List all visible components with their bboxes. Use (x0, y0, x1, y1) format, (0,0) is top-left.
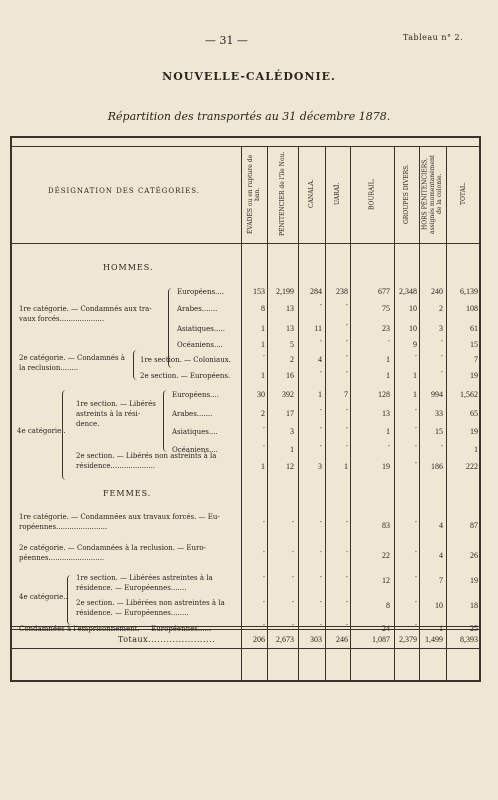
cat2-label: 2e catégorie. — Condamnés à la reclusion........ (19, 354, 125, 372)
table-cell: ″ (345, 304, 348, 311)
table-cell: 7 (474, 355, 478, 364)
table-cell: 677 (378, 287, 390, 296)
table-cell: 2 (261, 409, 265, 418)
table-cell: ″ (414, 576, 417, 583)
table-cell: ″ (345, 324, 348, 331)
column-header-groupes: GROUPES DIVERS. (402, 164, 410, 224)
total-cell: 206 (253, 635, 265, 644)
section-femmes: FEMMES. (103, 489, 152, 498)
table-cell: ″ (262, 576, 265, 583)
table-cell: 1 (261, 462, 265, 471)
table-cell: ″ (345, 445, 348, 452)
table-rule (12, 146, 479, 147)
table-cell: 11 (314, 324, 322, 333)
table-cell: 33 (435, 409, 443, 418)
row-label: 1re section. — Coloniaux. (140, 356, 231, 364)
row-label: 2e section. — Libérés non astreints à la résidence.................... (76, 452, 217, 470)
row-label: 1re catégorie. — Condamnées aux travaux forcés. — Eu-ropéennes....................... (19, 513, 220, 531)
row-label: Océaniens.... (172, 446, 218, 454)
table-cell: ″ (345, 601, 348, 608)
table-cell: ″ (414, 427, 417, 434)
cat4-label: 4e catégorie.. (17, 427, 66, 435)
table-cell: 24 (382, 624, 390, 633)
table-cell: ″ (319, 409, 322, 416)
table-cell: 30 (257, 390, 265, 399)
table-cell: 4 (439, 521, 443, 530)
table-cell: 15 (435, 427, 443, 436)
table-cell: ″ (387, 445, 390, 452)
table-cell: 186 (431, 462, 443, 471)
table-cell: 1 (413, 390, 417, 399)
table-cell: 1 (318, 390, 322, 399)
table-cell: 392 (282, 390, 294, 399)
table-cell: ″ (319, 576, 322, 583)
table-cell: ″ (345, 521, 348, 528)
table-cell: ″ (345, 576, 348, 583)
totals-label: Totaux...................... (118, 635, 216, 644)
table-cell: ″ (262, 624, 265, 631)
table-cell: ″ (345, 371, 348, 378)
table-rule (12, 243, 479, 244)
table-cell: 83 (382, 521, 390, 530)
table-cell: 1 (386, 355, 390, 364)
total-cell: 246 (336, 635, 348, 644)
table-cell: ″ (414, 355, 417, 362)
table-cell: 1,562 (460, 390, 478, 399)
cat4-s1-label: 1re section. — Libérés astreints à la rési-dence. (76, 400, 156, 428)
table-cell: ″ (345, 624, 348, 631)
table-cell: 8 (261, 304, 265, 313)
table-cell: 65 (470, 409, 478, 418)
section-hommes: HOMMES. (103, 263, 154, 272)
table-cell: 128 (378, 390, 390, 399)
table-cell: 3 (318, 462, 322, 471)
row-label: Océaniens.... (177, 341, 223, 349)
table-cell: 1 (261, 371, 265, 380)
category-column-header: DÉSIGNATION DES CATÉGORIES. (48, 187, 200, 195)
table-cell: ″ (319, 304, 322, 311)
page-title: NOUVELLE-CALÉDONIE. (162, 70, 336, 83)
table-cell: ″ (262, 427, 265, 434)
table-cell: 5 (290, 340, 294, 349)
table-cell: 8 (386, 601, 390, 610)
table-cell: 994 (431, 390, 443, 399)
table-cell: 2 (290, 355, 294, 364)
table-cell: 13 (382, 409, 390, 418)
table-cell: 9 (413, 340, 417, 349)
table-cell: ″ (345, 551, 348, 558)
table-cell: 10 (409, 324, 417, 333)
table-cell: 1 (474, 445, 478, 454)
row-label: 1re section. — Libérées astreintes à la résidence. — Européennes....... (76, 574, 213, 592)
table-cell: ″ (291, 624, 294, 631)
table-cell: 25 (470, 624, 478, 633)
row-label: Condamnées à l'emprisonnement. — Européennes...... (19, 625, 212, 633)
table-cell: 61 (470, 324, 478, 333)
table-cell: ″ (262, 445, 265, 452)
table-cell: 17 (286, 409, 294, 418)
table-cell: ″ (319, 340, 322, 347)
table-cell: ″ (291, 601, 294, 608)
table-cell: 26 (470, 551, 478, 560)
table-cell: ″ (262, 355, 265, 362)
table-cell: 23 (382, 324, 390, 333)
table-cell: ″ (291, 521, 294, 528)
table-cell: 19 (470, 371, 478, 380)
table-cell: 1 (344, 462, 348, 471)
table-cell: 18 (470, 601, 478, 610)
table-cell: 19 (382, 462, 390, 471)
table-cell: ″ (262, 601, 265, 608)
table-cell: ″ (414, 409, 417, 416)
table-cell: 1 (261, 340, 265, 349)
table-cell: ″ (440, 355, 443, 362)
table-cell: ″ (291, 576, 294, 583)
table-cell: ″ (440, 340, 443, 347)
table-cell: 15 (470, 340, 478, 349)
brace (133, 350, 139, 380)
column-header-total: TOTAL. (459, 182, 467, 206)
table-cell: 16 (286, 371, 294, 380)
row-label: 2e section. — Européens. (140, 372, 231, 380)
column-header-penitencier: PÉNITENCIER de l'île Nou. (278, 151, 286, 237)
table-cell: 22 (382, 551, 390, 560)
table-cell: 7 (344, 390, 348, 399)
brace (67, 575, 73, 625)
row-label: Arabes....... (177, 305, 218, 313)
table-cell: 3 (439, 324, 443, 333)
table-cell: 1 (290, 445, 294, 454)
row-label: Asiatiques..... (177, 325, 225, 333)
table-cell: 13 (286, 324, 294, 333)
table-cell: ″ (440, 445, 443, 452)
cat1-label: 1re catégorie. — Condamnés aux tra-vaux forcés.................... (19, 305, 152, 323)
table-cell: ″ (414, 551, 417, 558)
table-cell: 222 (466, 462, 478, 471)
column-header-canala: CANALA. (307, 179, 315, 209)
table-cell: ″ (319, 371, 322, 378)
table-cell: 2,348 (399, 287, 417, 296)
brace (62, 390, 68, 480)
table-cell: 2,199 (276, 287, 294, 296)
table-cell: 7 (439, 576, 443, 585)
column-header-evades: ÉVADÉS ou en rupture de ban. (246, 154, 261, 234)
page-subtitle: Répartition des transportés au 31 décembre 1878. (107, 110, 391, 123)
row-label: Européens.... (172, 391, 219, 399)
table-cell: 240 (431, 287, 443, 296)
table-cell: ″ (319, 624, 322, 631)
table-cell: 10 (435, 601, 443, 610)
table-cell: ″ (319, 521, 322, 528)
table-cell: 10 (409, 304, 417, 313)
table-cell: ″ (414, 601, 417, 608)
table-cell: ″ (319, 445, 322, 452)
table-cell: 12 (382, 576, 390, 585)
table-cell: ″ (345, 409, 348, 416)
column-header-uarai: UARAÏ. (333, 182, 341, 206)
row-label: Asiatiques.... (172, 428, 218, 436)
total-cell: 8,393 (460, 635, 478, 644)
table-cell: ″ (345, 427, 348, 434)
table-cell: 4 (439, 551, 443, 560)
table-cell: 4 (318, 355, 322, 364)
table-rule (12, 648, 479, 649)
total-cell: 2,673 (276, 635, 294, 644)
table-cell: 75 (382, 304, 390, 313)
table-cell: 1 (386, 371, 390, 380)
table-cell: ″ (319, 551, 322, 558)
total-cell: 1,499 (425, 635, 443, 644)
table-cell: 12 (286, 462, 294, 471)
row-label: 2e section. — Libérées non astreintes à la résidence. — Européennes........ (76, 599, 225, 617)
table-cell: ″ (387, 340, 390, 347)
row-label: Européens.... (177, 288, 224, 296)
table-cell: 153 (253, 287, 265, 296)
table-cell: ″ (414, 445, 417, 452)
table-cell: 2 (439, 304, 443, 313)
table-cell: 19 (470, 427, 478, 436)
table-cell: ″ (319, 601, 322, 608)
total-cell: 1,087 (372, 635, 390, 644)
table-cell: ″ (262, 521, 265, 528)
table-cell: 1 (413, 371, 417, 380)
total-cell: 2,379 (399, 635, 417, 644)
table-cell: ″ (414, 462, 417, 469)
table-cell: 3 (290, 427, 294, 436)
table-cell: ″ (262, 551, 265, 558)
table-cell: 284 (310, 287, 322, 296)
table-cell: 87 (470, 521, 478, 530)
table-cell: 108 (466, 304, 478, 313)
row-label: Arabes....... (172, 410, 213, 418)
table-cell: ″ (291, 551, 294, 558)
tableau-label: Tableau n° 2. (403, 33, 464, 42)
total-cell: 303 (310, 635, 322, 644)
table-cell: ″ (319, 427, 322, 434)
brace (163, 390, 169, 452)
column-header-hors: HORS PÉNITENCIERS, assignés momentanément de la colonie. (421, 154, 444, 234)
table-cell: 238 (336, 287, 348, 296)
femmes-cat4-label: 4e catégorie.. (19, 593, 68, 601)
column-header-bourail: BOURAIL. (368, 178, 376, 210)
table-cell: 1 (386, 427, 390, 436)
row-label: 2e catégorie. — Condamnées à la reclusion. — Euro-péennes......................... (19, 544, 206, 562)
table-cell: ″ (414, 624, 417, 631)
table-cell: ″ (414, 521, 417, 528)
table-cell: 1 (261, 324, 265, 333)
page-number: — 31 — (205, 34, 248, 47)
table-cell: ″ (345, 340, 348, 347)
table-cell: ″ (345, 355, 348, 362)
table-cell: 13 (286, 304, 294, 313)
table-cell: 1 (439, 624, 443, 633)
table-cell: 19 (470, 576, 478, 585)
table-cell: ″ (440, 371, 443, 378)
table-cell: 6,139 (460, 287, 478, 296)
